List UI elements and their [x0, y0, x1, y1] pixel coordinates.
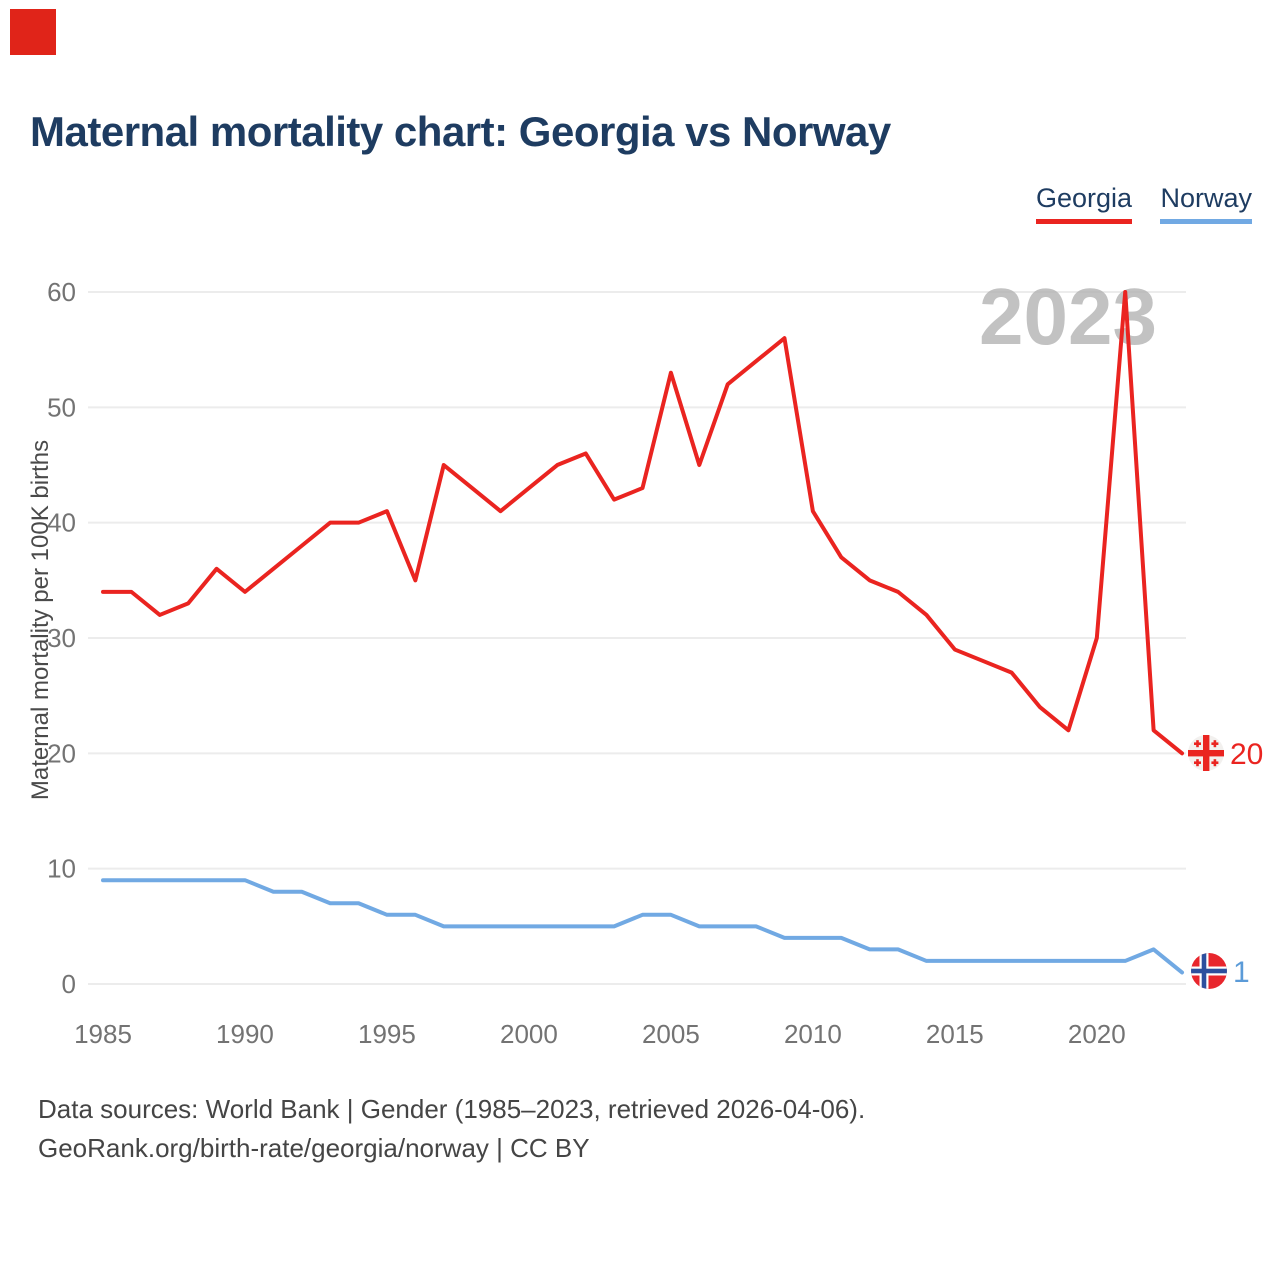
x-axis-tick-labels — [74, 1019, 1126, 1049]
georgia-flag-icon — [1188, 735, 1224, 771]
x-tick-label: 2015 — [925, 1019, 984, 1049]
year-watermark: 2023 — [979, 272, 1157, 361]
series-lines — [103, 292, 1182, 972]
norway-flag-icon — [1191, 953, 1227, 989]
x-tick-label: 2005 — [641, 1019, 700, 1049]
x-tick-label: 1995 — [358, 1019, 416, 1049]
x-tick-label: 1985 — [74, 1019, 132, 1049]
y-tick-label: 10 — [47, 853, 76, 884]
legend-item-norway[interactable]: Norway — [1160, 183, 1252, 224]
norway-end-value: 1 — [1233, 956, 1250, 989]
footer-attribution-line: GeoRank.org/birth-rate/georgia/norway | CC BY — [38, 1133, 590, 1163]
x-tick-label: 1990 — [216, 1019, 274, 1049]
norway-series-line[interactable] — [103, 880, 1182, 972]
x-tick-label: 2010 — [783, 1019, 842, 1049]
norway-end-marker — [1191, 953, 1250, 989]
gridlines — [88, 292, 1186, 984]
x-tick-label: 2000 — [500, 1019, 558, 1049]
y-tick-label: 60 — [47, 277, 76, 308]
y-axis-title: Maternal mortality per 100K births — [27, 439, 54, 801]
y-tick-label: 40 — [47, 507, 76, 538]
y-tick-label: 30 — [47, 623, 76, 654]
page-title: Maternal mortality chart: Georgia vs Norway — [30, 108, 891, 155]
x-tick-label: 2020 — [1067, 1019, 1126, 1049]
y-tick-label: 0 — [61, 969, 76, 999]
legend-item-georgia[interactable]: Georgia — [1036, 183, 1132, 224]
y-tick-label: 50 — [47, 392, 76, 423]
footer-sources-line: Data sources: World Bank | Gender (1985–2023, retrieved 2026-04-06). — [38, 1094, 866, 1124]
y-tick-label: 20 — [47, 738, 76, 769]
footer — [38, 1090, 865, 1168]
georgia-end-value: 20 — [1230, 738, 1264, 771]
georgia-end-marker — [1188, 735, 1263, 771]
